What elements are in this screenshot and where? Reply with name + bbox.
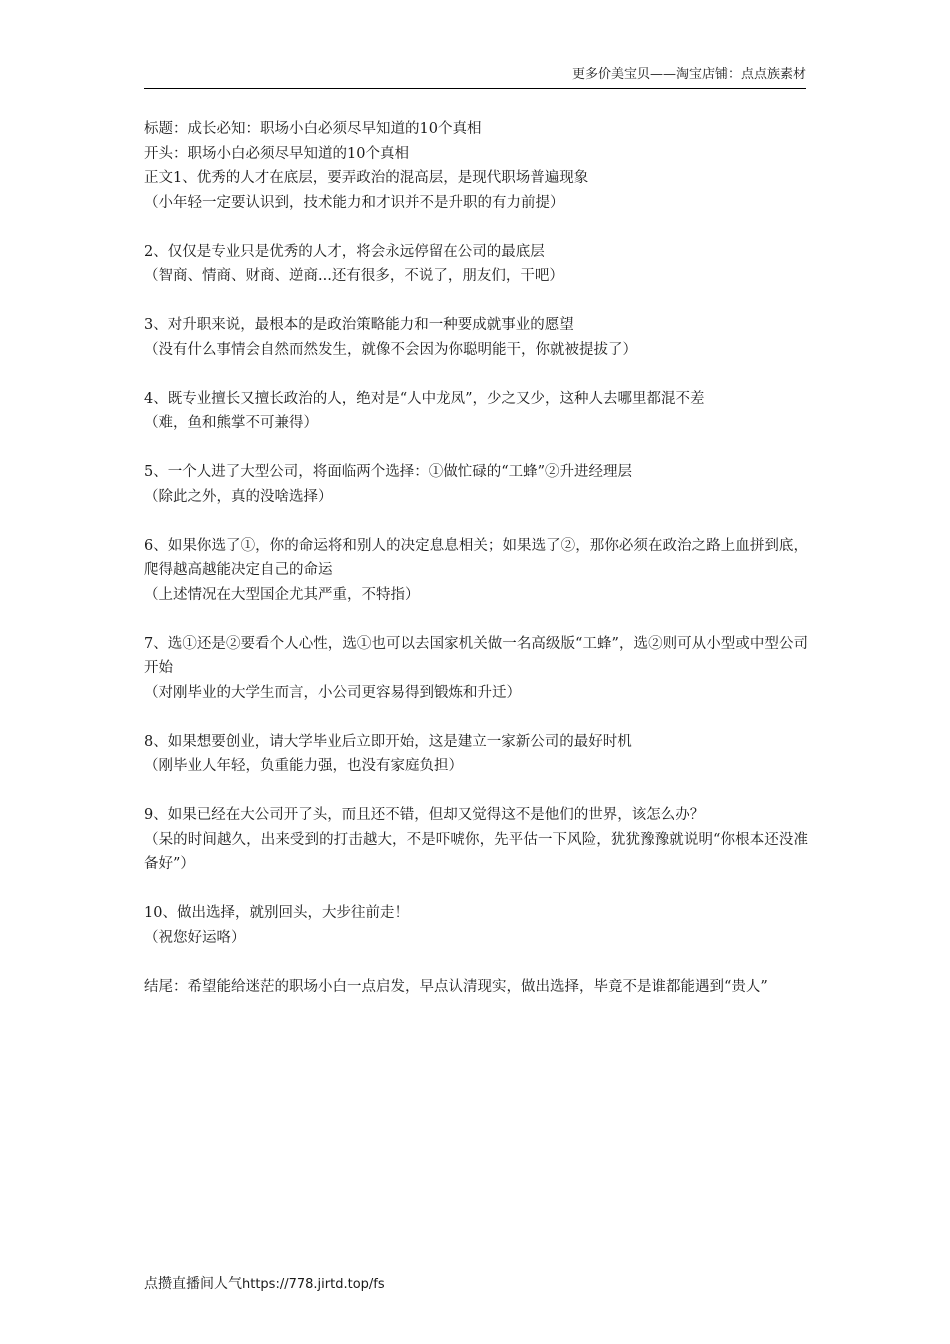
item-2-main: 2、仅仅是专业只是优秀的人才，将会永远停留在公司的最底层 (144, 243, 545, 260)
item-9-note: （呆的时间越久，出来受到的打击越大，不是吓唬你，先平估一下风险，犹犹豫豫就说明“你根本还没准备好”） (144, 831, 808, 872)
footer-label: 点攒直播间人气 (144, 1276, 242, 1292)
item-10-main: 10、做出选择，就别回头，大步往前走！ (144, 905, 409, 921)
item-5-main: 5、一个人进了大型公司，将面临两个选择：①做忙碌的“工蜂”②升进经理层 (144, 464, 633, 480)
page-header (144, 66, 806, 89)
article-opening: 开头：职场小白必须尽早知道的10个真相 (144, 145, 409, 162)
item-3-main: 3、对升职来说，最根本的是政治策略能力和一种要成就事业的愿望 (144, 317, 574, 333)
item-7-note: （对刚毕业的大学生而言，小公司更容易得到锻炼和升迁） (144, 684, 521, 701)
item-2-note: （智商、情商、财商、逆商...还有很多，不说了，朋友们，干吧） (144, 268, 564, 284)
article-title: 标题：成长必知：职场小白必须尽早知道的10个真相 (144, 121, 482, 137)
header-shop-text: 更多价美宝贝——淘宝店铺：点点族素材 (571, 67, 806, 82)
footer-link[interactable]: https://778.jirtd.top/fs (242, 1277, 385, 1292)
item-6-note: （上述情况在大型国企尤其严重，不特指） (144, 586, 420, 603)
item-4-main: 4、既专业擅长又擅长政治的人，绝对是“人中龙凤”，少之又少，这种人去哪里都混不差 (144, 390, 705, 407)
item-1-main: 正文1、优秀的人才在底层，要弄政治的混高层，是现代职场普遍现象 (144, 170, 589, 186)
item-4-note: （难，鱼和熊掌不可兼得） (144, 415, 318, 431)
item-6-main: 6、如果你选了①，你的命运将和别人的决定息息相关；如果选了②，那你必须在政治之路上血拼到底，爬得越高越能决定自己的命运 (144, 537, 808, 578)
document-body (144, 117, 808, 999)
item-7-main: 7、选①还是②要看个人心性，选①也可以去国家机关做一名高级版“工蜂”，选②则可从小型或中型公司开始 (144, 635, 808, 676)
item-9-main: 9、如果已经在大公司开了头，而且还不错，但却又觉得这不是他们的世界，该怎么办？ (144, 807, 705, 823)
item-3-note: （没有什么事情会自然而然发生，就像不会因为你聪明能干，你就被提拔了） (144, 341, 637, 358)
item-5-note: （除此之外，真的没啥选择） (144, 488, 333, 505)
item-8-note: （刚毕业人年轻，负重能力强，也没有家庭负担） (144, 758, 463, 774)
item-10-note: （祝您好运咯） (144, 929, 246, 946)
article-ending: 结尾：希望能给迷茫的职场小白一点启发，早点认清现实，做出选择，毕竟不是谁都能遇到“贵人” (144, 978, 768, 995)
page-footer (144, 1275, 385, 1294)
item-8-main: 8、如果想要创业，请大学毕业后立即开始，这是建立一家新公司的最好时机 (144, 733, 632, 750)
item-1-note: （小年轻一定要认识到，技术能力和才识并不是升职的有力前提） (144, 194, 565, 211)
